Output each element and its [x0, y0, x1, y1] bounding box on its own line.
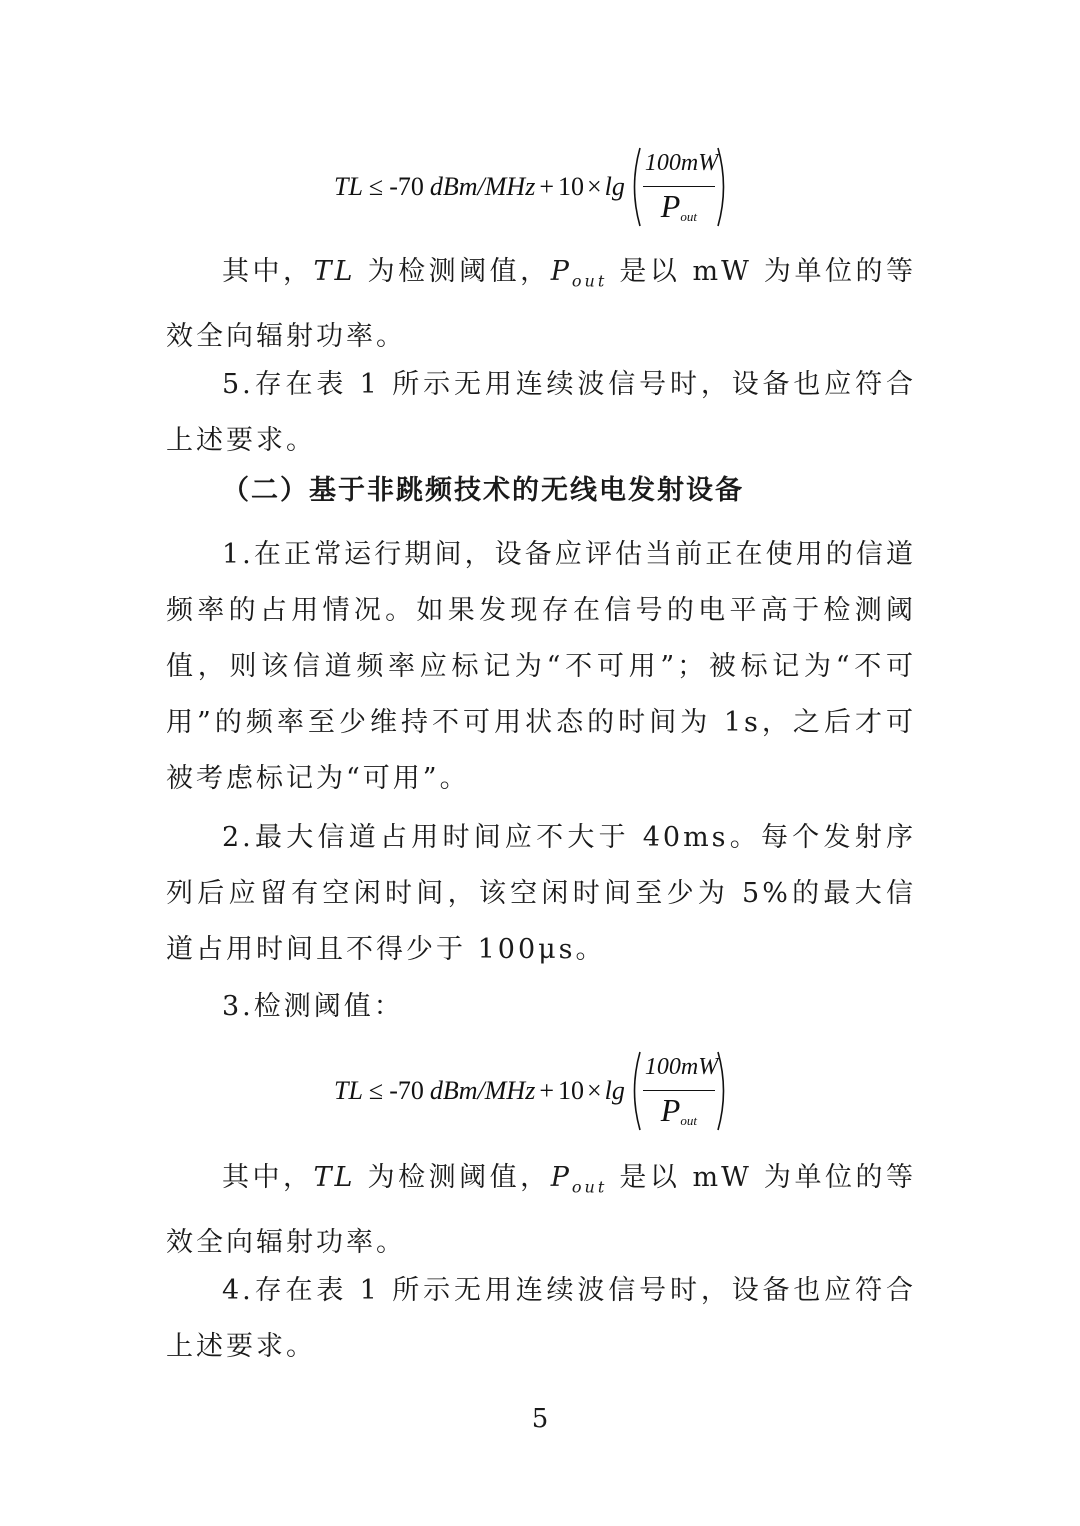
- formula-leq: ≤: [368, 172, 384, 201]
- formula-lg: lg: [604, 1076, 625, 1105]
- formula-lg: lg: [604, 172, 625, 201]
- formula-unit: dBm/MHz: [429, 1076, 536, 1105]
- paragraph-item-3: 3.检测阈值：: [222, 991, 404, 1022]
- page-number: 5: [531, 1404, 549, 1434]
- denominator-symbol: P: [660, 188, 681, 224]
- formula-denominator: [645, 1092, 713, 1129]
- p-subscript: out: [571, 271, 608, 291]
- fraction-bar: [643, 1090, 715, 1091]
- left-paren-icon: [627, 146, 643, 228]
- formula-numerator: 100mW: [644, 1054, 719, 1080]
- formula-times: ×: [586, 172, 602, 201]
- text: 为检测阈值，: [355, 256, 551, 287]
- paragraph-item-2: 2.最大信道占用时间应不大于 40ms。每个发射序列后应留有空闲时间，该空闲时间至少为 5%的最大信道占用时间且不得少于 100μs。: [166, 822, 916, 965]
- formula-value: -70: [389, 172, 424, 201]
- formula-ten: 10: [557, 1076, 584, 1105]
- text: 是以 mW 为单位的等效全向辐射功率。: [166, 1162, 916, 1259]
- formula-fraction: [627, 1050, 731, 1132]
- p-subscript: out: [571, 1177, 608, 1197]
- p-symbol: P: [550, 256, 572, 287]
- formula-leq: ≤: [368, 1076, 384, 1105]
- denominator-subscript: out: [680, 209, 697, 224]
- formula-value: -70: [389, 1076, 424, 1105]
- paragraph-item-5: 5.存在表 1 所示无用连续波信号时，设备也应符合上述要求。: [166, 369, 916, 456]
- paragraph-definition-1: [166, 244, 916, 365]
- formula-denominator: [645, 188, 713, 225]
- denominator-subscript: out: [680, 1113, 697, 1128]
- left-paren-icon: [627, 1050, 643, 1132]
- formula-ten: 10: [557, 172, 584, 201]
- right-paren-icon: [715, 1050, 731, 1132]
- formula-plus: +: [539, 172, 554, 201]
- formula-numerator: 100mW: [644, 150, 719, 176]
- denominator-symbol: P: [660, 1092, 681, 1128]
- formula-lhs: TL: [334, 1076, 363, 1105]
- threshold-formula: [334, 142, 794, 232]
- right-paren-icon: [715, 146, 731, 228]
- fraction-bar: [643, 186, 715, 187]
- text: 其中，: [222, 1162, 314, 1193]
- formula-lhs: TL: [334, 172, 363, 201]
- tl-symbol: TL: [313, 1162, 356, 1193]
- formula-unit: dBm/MHz: [429, 172, 536, 201]
- threshold-formula-2: [334, 1046, 794, 1136]
- paragraph-item-1: 1.在正常运行期间，设备应评估当前正在使用的信道频率的占用情况。如果发现存在信号的电平高于检测阈值，则该信道频率应标记为“不可用”；被标记为“不可用”的频率至少维持不可用状态的时间为 1s，之后才可被考虑标记为“可用”。: [166, 539, 916, 794]
- tl-symbol: TL: [313, 256, 356, 287]
- text: 为检测阈值，: [355, 1162, 551, 1193]
- formula-times: ×: [586, 1076, 602, 1105]
- formula-plus: +: [539, 1076, 554, 1105]
- text: 是以 mW 为单位的等效全向辐射功率。: [166, 256, 916, 353]
- section-heading: （二）基于非跳频技术的无线电发射设备: [222, 475, 744, 506]
- formula-fraction: [627, 146, 731, 228]
- p-symbol: P: [550, 1162, 572, 1193]
- paragraph-definition-2: [166, 1150, 916, 1271]
- paragraph-item-4: 4.存在表 1 所示无用连续波信号时，设备也应符合上述要求。: [166, 1275, 916, 1362]
- text: 其中，: [222, 256, 314, 287]
